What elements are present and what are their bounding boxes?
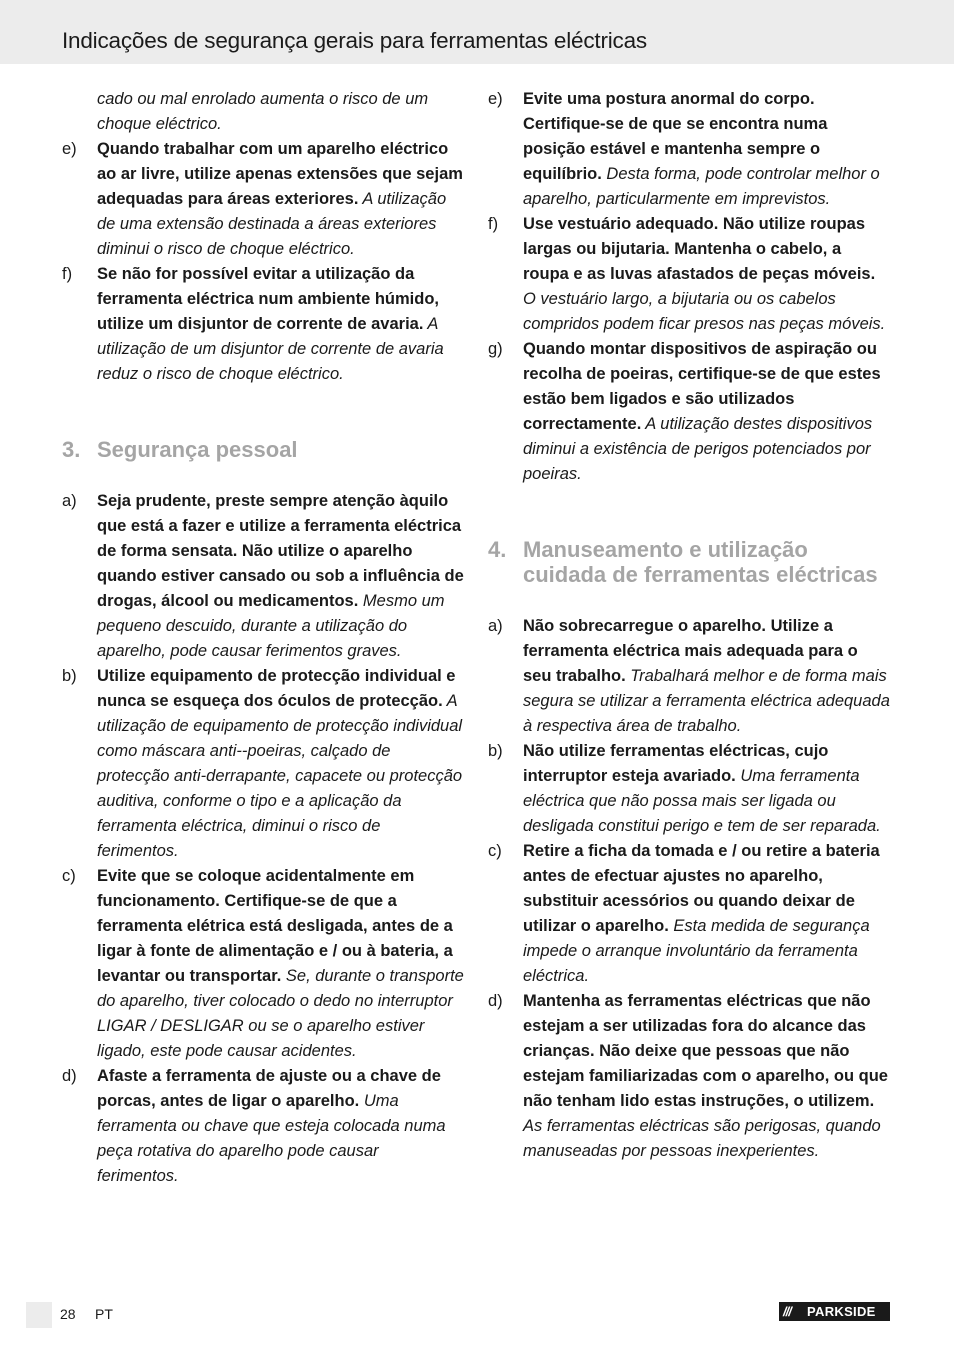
- item-label: e): [62, 140, 77, 158]
- item-label: b): [62, 667, 77, 685]
- item-explanation: Esta medida de segurança impede o arranque involuntário da ferramenta eléctrica.: [523, 917, 870, 985]
- page-number-box: [26, 1302, 52, 1328]
- list-item: [488, 839, 890, 989]
- section-title: Segurança pessoal: [97, 437, 298, 462]
- item-label: c): [62, 867, 76, 885]
- item-explanation: Desta forma, pode controlar melhor o aparelho, particularmente em imprevistos.: [523, 165, 880, 208]
- item-explanation: O vestuário largo, a bijutaria ou os cabelos compridos podem ficar presos nas peças móveis.: [523, 290, 886, 333]
- list-item: [488, 87, 890, 212]
- item-instruction: Seja prudente, preste sempre atenção àquilo que está a fazer e utilize a ferramenta eléctrica de forma sensata. Não utilize o aparelho quando estiver cansado ou sob a influência de drogas, álcool ou medicamentos.: [97, 492, 464, 610]
- list-item: [488, 614, 890, 739]
- list-item: [62, 864, 464, 1064]
- item-instruction: Quando montar dispositivos de aspiração ou recolha de poeiras, certifique-se de que estes estão bem ligados e são utilizados correctamente.: [523, 340, 881, 433]
- item-explanation: As ferramentas eléctricas são perigosas, quando manuseadas por pessoas inexperientes.: [523, 1117, 881, 1160]
- item-label: d): [62, 1067, 77, 1085]
- section-number: 4.: [488, 537, 507, 562]
- item-explanation: A utilização de uma extensão destinada a áreas exteriores diminui o risco de choque eléctrico.: [97, 190, 447, 258]
- item-instruction: Não sobrecarregue o aparelho. Utilize a ferramenta eléctrica mais adequada para o seu trabalho.: [523, 617, 858, 685]
- item-label: d): [488, 992, 503, 1010]
- list-item: [62, 664, 464, 864]
- item-instruction: Mantenha as ferramentas eléctricas que não estejam a ser utilizadas fora do alcance das crianças. Não deixe que pessoas que não estejam familiarizadas com o aparelho, ou que não tenham lido estas instruções, o utilizem.: [523, 992, 888, 1110]
- right-column: [488, 87, 890, 1164]
- item-label: e): [488, 90, 503, 108]
- list-item: [62, 137, 464, 262]
- item-label: b): [488, 742, 503, 760]
- page-number: 28: [60, 1306, 76, 1322]
- brand-logo: [779, 1302, 890, 1321]
- list-item: [488, 337, 890, 487]
- left-column: [62, 87, 464, 1189]
- list-item: [488, 989, 890, 1164]
- logo-text: PARKSIDE: [807, 1304, 876, 1319]
- item-instruction: Se não for possível evitar a utilização da ferramenta eléctrica num ambiente húmido, utilize um disjuntor de corrente de avaria.: [97, 265, 440, 333]
- continued-text: cado ou mal enrolado aumenta o risco de um choque eléctrico.: [97, 90, 429, 133]
- list-item: [488, 739, 890, 839]
- item-explanation: Uma ferramenta ou chave que esteja colocada numa peça rotativa do aparelho pode causar ferimentos.: [97, 1092, 446, 1185]
- list-item: [62, 489, 464, 664]
- item-explanation: Uma ferramenta eléctrica que não possa mais ser ligada ou desligada constitui perigo e tem de ser reparada.: [523, 767, 881, 835]
- item-label: a): [62, 492, 77, 510]
- item-instruction: Use vestuário adequado. Não utilize roupas largas ou bijutaria. Mantenha o cabelo, a roupa e as luvas afastados de peças móveis.: [523, 215, 876, 283]
- item-instruction: Quando trabalhar com um aparelho eléctrico ao ar livre, utilize apenas extensões que sejam adequadas para áreas exteriores.: [97, 140, 463, 208]
- section-number: 3.: [62, 437, 81, 462]
- item-explanation: Se, durante o transporte do aparelho, tiver colocado o dedo no interruptor LIGAR / DESLIGAR ou se o aparelho estiver ligado, este pode causar acidentes.: [97, 967, 464, 1060]
- item-instruction: Afaste a ferramenta de ajuste ou a chave de porcas, antes de ligar o aparelho.: [97, 1067, 441, 1110]
- list-item: [62, 1064, 464, 1189]
- item-instruction: Evite uma postura anormal do corpo. Certifique-se de que se encontra numa posição estável e mantenha sempre o equilíbrio.: [523, 90, 828, 183]
- page-title: Indicações de segurança gerais para ferramentas eléctricas: [62, 28, 647, 53]
- item-label: a): [488, 617, 503, 635]
- section-heading: [62, 437, 464, 462]
- item-instruction: Evite que se coloque acidentalmente em funcionamento. Certifique-se de que a ferramenta elétrica está desligada, antes de a ligar à fonte de alimentação e / ou à bateria, a levantar ou transportar.: [97, 867, 453, 985]
- logo-stripes: ///: [783, 1304, 791, 1319]
- item-explanation: A utilização de equipamento de protecção individual como máscara anti--poeiras, calçado de protecção anti-derrapante, capacete ou protecção auditiva, conforme o tipo e a aplicação da ferramenta eléctrica, diminui o risco de ferimentos.: [97, 692, 463, 860]
- list-item: [488, 212, 890, 337]
- item-explanation: Trabalhará melhor e de forma mais segura se utilizar a ferramenta eléctrica adequada à respectiva área de trabalho.: [523, 667, 890, 735]
- item-label: c): [488, 842, 502, 860]
- language-code: PT: [95, 1306, 113, 1322]
- list-item: [62, 262, 464, 387]
- item-instruction: Utilize equipamento de protecção individual e nunca se esqueça dos óculos de protecção.: [97, 667, 456, 710]
- item-label: g): [488, 340, 503, 358]
- item-instruction: Não utilize ferramentas eléctricas, cujo interruptor esteja avariado.: [523, 742, 829, 785]
- section-title: Manuseamento e utilização cuidada de ferramentas eléctricas: [523, 537, 878, 587]
- item-instruction: Retire a ficha da tomada e / ou retire a bateria antes de efectuar ajustes no aparelho, substituir acessórios ou quando deixar de utilizar o aparelho.: [523, 842, 880, 935]
- item-label: f): [488, 215, 499, 233]
- section-heading: [488, 537, 890, 587]
- item-explanation: Mesmo um pequeno descuido, durante a utilização do aparelho, pode causar ferimentos graves.: [97, 592, 445, 660]
- item-label: f): [62, 265, 73, 283]
- item-explanation: A utilização destes dispositivos diminui a existência de perigos potenciados por poeiras.: [523, 415, 873, 483]
- item-explanation: A utilização de um disjuntor de corrente de avaria reduz o risco de choque eléctrico.: [97, 315, 444, 383]
